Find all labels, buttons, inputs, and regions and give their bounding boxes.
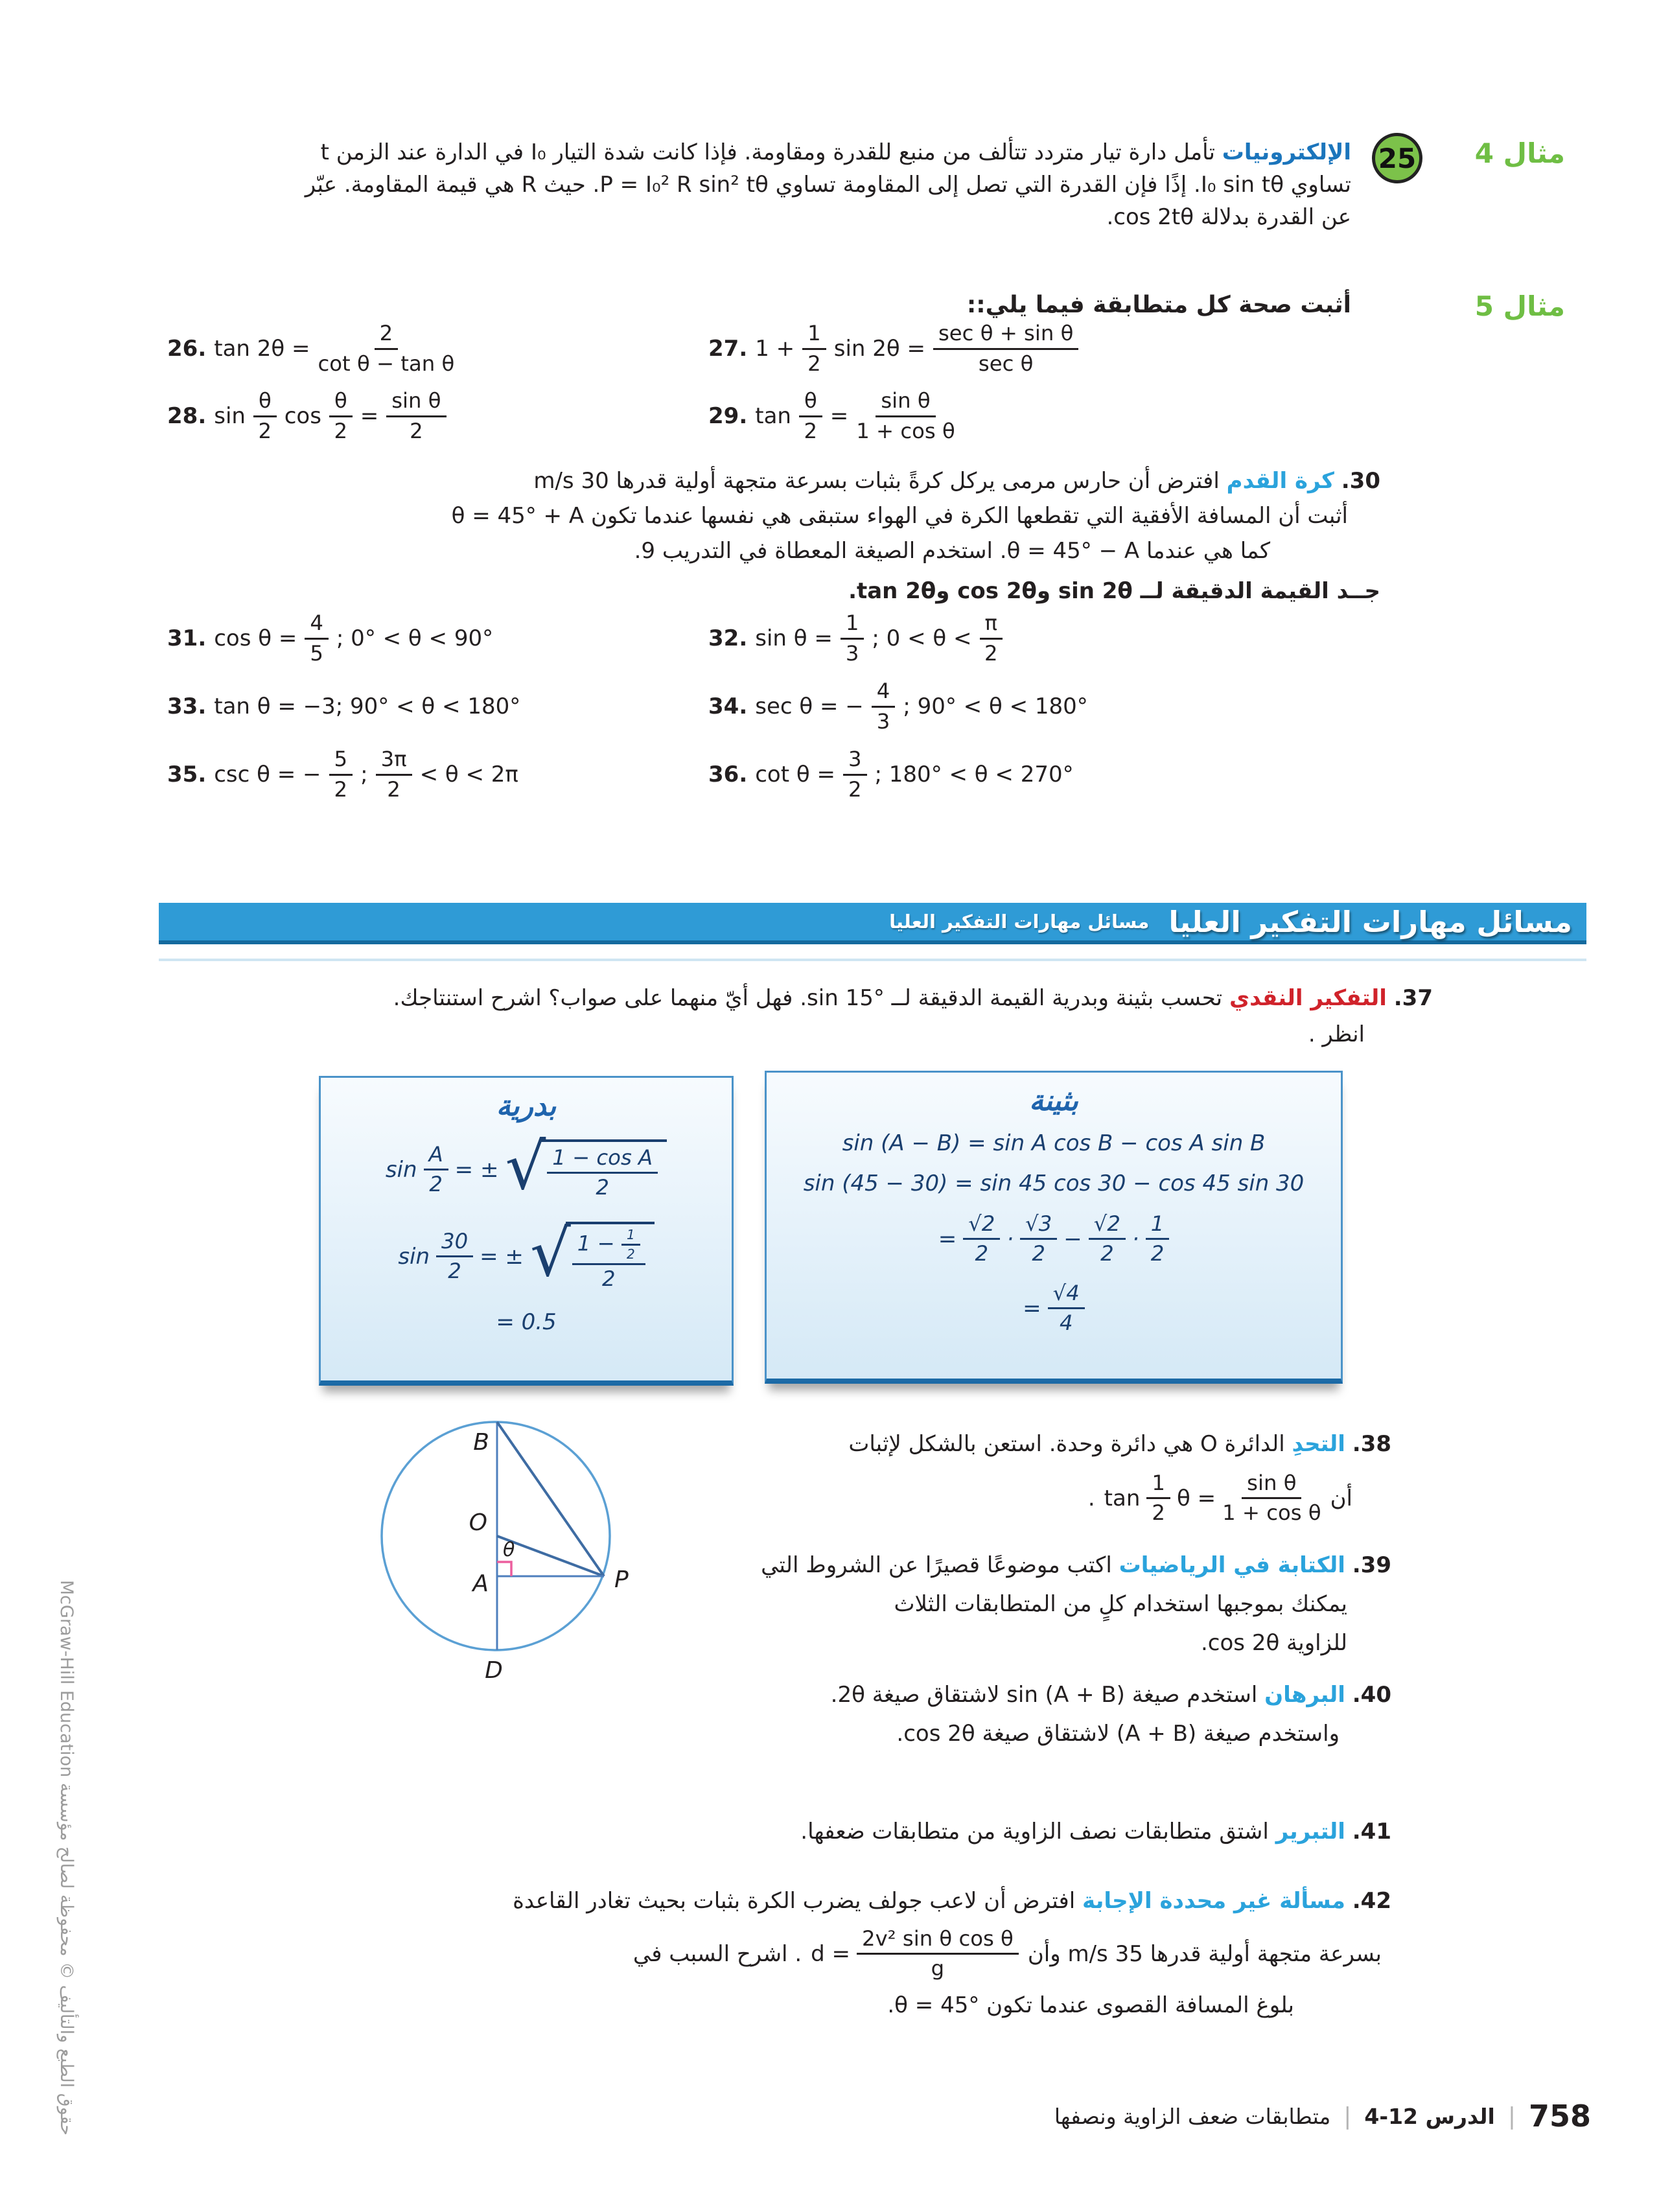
fraction: $\frac{1}{2}$: [1146, 1212, 1170, 1266]
fraction: $\frac{30}{2}$: [436, 1229, 473, 1283]
problem39-line2: يمكنك بموجبها استخدام كلٍ من المتطابقات الثلاث: [894, 1591, 1347, 1617]
problem-27-number: 27.: [708, 336, 748, 362]
math-text: ; 180° < θ < 270°: [874, 762, 1074, 787]
fraction: $\frac{\pi}{2}$: [980, 611, 1003, 665]
fraction: $\frac{1}{3}$: [841, 611, 864, 665]
fraction: $\frac{\text{sin θ}}{\text{1 + cos θ}}$: [856, 388, 955, 443]
badriya-step1: sin $\frac{A}{2}$ = ± √ $\frac{\text{1 − cos A}}{2}$: [386, 1139, 667, 1200]
example5-directive: أثبت صحة كل متطابقة فيما يلي::: [966, 292, 1351, 318]
fraction: $\frac{\theta}{2}$: [799, 389, 822, 443]
fraction: $\frac{4}{3}$: [872, 679, 896, 733]
math-text: cos θ =: [214, 625, 297, 651]
problem25-badge: 25: [1372, 133, 1422, 183]
example4-label: مثال 4: [1474, 137, 1565, 169]
problem40-line2: واستخدم صيغة (A + B) لاشتقاق صيغة cos 2θ.: [896, 1721, 1340, 1747]
problem42-line3: بلوغ المسافة القصوى عندما تكون θ = 45°.: [887, 1992, 1294, 2019]
fraction: $\frac{\text{1 − cos A}}{2}$: [547, 1146, 658, 1200]
problem-28: [167, 384, 447, 448]
footer-separator: |: [1507, 2102, 1516, 2130]
fraction: $\frac{4}{5}$: [305, 611, 329, 665]
math-text: sin 2θ =: [833, 336, 925, 362]
problem-29: [708, 384, 955, 448]
section-banner: [159, 903, 1586, 944]
fraction: $\frac{√2}{2}$: [963, 1212, 1000, 1266]
math-text: < θ < 2π: [419, 762, 518, 787]
problem-38: [640, 1426, 1391, 1525]
label-B: B: [473, 1429, 489, 1456]
problem37-line1: 37. التفكير النقدي تحسب بثينة وبدرية القيمة الدقيقة لــ sin 15°. فهل أيّ منهما على صواب؟ اشرح استنتاجك.: [393, 985, 1433, 1011]
problem-37: [202, 980, 1433, 1053]
fraction: $\frac{\text{sin θ}}{\text{1 + cos θ}}$: [1222, 1471, 1321, 1526]
fraction: $\frac{3\pi}{2}$: [376, 747, 412, 801]
buthaina-step3: = $\frac{√2}{2}$ · $\frac{√3}{2}$ − $\frac{√2}{2}$ · $\frac{1}{2}$: [938, 1212, 1170, 1266]
problem-42: [238, 1883, 1391, 2023]
math-text: =: [360, 403, 379, 429]
copyright-sidebar: حقوق الطبع والتأليف © محفوظة لصالح مؤسسة McGraw-Hill Education: [56, 1579, 76, 2136]
math-text: tan θ = −3; 90° < θ < 180°: [214, 693, 521, 719]
math-text: sin θ =: [755, 625, 833, 651]
label-P: P: [614, 1566, 629, 1593]
problem41-keyword: التبرير: [1275, 1819, 1345, 1845]
math-text: ; 90° < θ < 180°: [903, 693, 1088, 719]
workbox-buthaina: [765, 1071, 1343, 1384]
math-text: cos: [284, 403, 321, 429]
buthaina-step4: = $\frac{√4}{4}$: [1023, 1281, 1085, 1335]
problem40-keyword: البرهان: [1264, 1682, 1345, 1708]
fraction: $\frac{2}{\text{cot θ − tan θ}}$: [318, 321, 455, 376]
math-text: tan: [755, 403, 791, 429]
problem-35-number: 35.: [167, 762, 207, 787]
fraction: 1 − $\frac{1}{2}$ 2: [572, 1228, 645, 1291]
problem-29-number: 29.: [708, 403, 748, 429]
problem41-line1: 41. التبرير اشتق متطابقات نصف الزاوية من متطابقات ضعفها.: [800, 1819, 1391, 1845]
problem25-keyword: الإلكترونيات: [1222, 139, 1351, 165]
problem-26: [167, 316, 454, 381]
footer-page-number: 758: [1528, 2099, 1591, 2134]
math-text: sec θ = −: [755, 693, 864, 719]
problem-33-number: 33.: [167, 693, 207, 719]
page-footer: [1054, 2099, 1591, 2134]
label-O: O: [469, 1509, 487, 1536]
problem25-line1: الإلكترونيات تأمل دارة تيار متردد تتألف من منبع للقدرة ومقاومة. فإذا كانت شدة التيار I₀ في الدارة عند الزمن t: [320, 139, 1351, 165]
problem-36: [708, 742, 1074, 807]
problem-28-number: 28.: [167, 403, 207, 429]
label-theta: θ: [503, 1539, 515, 1561]
problem38-keyword: التحدِ: [1292, 1431, 1345, 1457]
badriya-step2: sin $\frac{30}{2}$ = ± √ 1 − $\frac{1}{2}$ 2: [398, 1222, 654, 1291]
fraction: $\frac{√3}{2}$: [1020, 1212, 1057, 1266]
math-text: ;: [360, 762, 368, 787]
fraction: $\frac{√4}{4}$: [1048, 1281, 1085, 1335]
buthaina-step2: sin (45 − 30) = sin 45 cos 30 − cos 45 sin 30: [803, 1170, 1305, 1196]
math-text: cot θ =: [755, 762, 835, 787]
problem38-line1: 38. التحدِ الدائرة O هي دائرة وحدة. استعن بالشكل لإثبات: [848, 1431, 1391, 1457]
radical: [529, 1216, 655, 1292]
problem37-keyword: التفكير النقدي: [1229, 985, 1387, 1011]
problem39-keyword: الكتابة في الرياضيات: [1119, 1552, 1345, 1578]
math-text: 1 +: [755, 336, 795, 362]
radical-sign: √: [505, 1129, 546, 1204]
footer-separator: |: [1343, 2102, 1352, 2130]
problem38-formula-row: أن tan $\frac{1}{2}$ θ = $\frac{\text{sin θ}}{\text{1 + cos θ}}$ .: [1087, 1471, 1352, 1526]
fraction: $\frac{\text{2v² sin θ cos θ}}{g}$: [857, 1927, 1019, 1981]
problem39-line3: للزاوية cos 2θ.: [1200, 1630, 1347, 1656]
problem-31: [167, 606, 493, 671]
problem25-line2: تساوي I₀ sin tθ. إذًا فإن القدرة التي تصل إلى المقاومة تساوي P = I₀² R sin² tθ. حيث R هي قيمة المقاومة. عبّر: [305, 172, 1351, 198]
fraction: $\frac{\text{sec θ + sin θ}}{\text{sec θ}}$: [933, 321, 1078, 375]
radical-sign: √: [529, 1216, 571, 1291]
problem-41: [354, 1815, 1391, 1848]
problem40-line1: 40. البرهان استخدم صيغة sin (A + B) لاشتقاق صيغة 2θ.: [830, 1682, 1391, 1708]
problem30-keyword: كرة القدم: [1226, 468, 1334, 494]
problem-33: [167, 674, 520, 739]
problem39-line1: 39. الكتابة في الرياضيات اكتب موضوعًا قصيرًا عن الشروط التي: [761, 1552, 1391, 1578]
fraction: $\frac{A}{2}$: [424, 1143, 448, 1196]
math-text: tan 2θ =: [214, 336, 310, 362]
fraction: $\frac{1}{2}$: [621, 1228, 640, 1261]
math-text: ; 0° < θ < 90°: [336, 625, 494, 651]
problem30-directive: جــد القيمة الدقيقة لــ sin 2θ وcos 2θ وtan 2θ.: [848, 578, 1380, 604]
problem30-line3: كما هي عندما θ = 45° − A. استخدم الصيغة المعطاة في التدريب 9.: [634, 538, 1270, 564]
unit-circle-diagram: [343, 1416, 667, 1734]
fraction: $\frac{\theta}{2}$: [253, 389, 277, 443]
problem42-keyword: مسألة غير محددة الإجابة: [1082, 1888, 1345, 1914]
workbox-badriya: [319, 1076, 734, 1386]
problem25-line3: عن القدرة بدلالة cos 2tθ.: [1106, 204, 1351, 230]
fraction: $\frac{1}{2}$: [1146, 1471, 1170, 1525]
section-banner-title: مسائل مهارات التفكير العليا: [1168, 904, 1572, 939]
workbox-badriya-title: بدرية: [496, 1089, 557, 1123]
right-angle-mark: [497, 1562, 511, 1576]
problem-30: [175, 463, 1380, 609]
problem42-formula-row: بسرعة متجهة أولية قدرها 35 m/s وأن d = $\frac{\text{2v² sin θ cos θ}}{g}$ . اشرح السبب في: [632, 1926, 1382, 1981]
badriya-step3: = 0.5: [496, 1309, 557, 1336]
fraction: $\frac{√2}{2}$: [1089, 1212, 1126, 1266]
fraction: $\frac{\theta}{2}$: [329, 389, 353, 443]
footer-lesson-number: الدرس 12-4: [1364, 2103, 1495, 2129]
problem-34: [708, 674, 1088, 739]
fraction: $\frac{5}{2}$: [329, 747, 353, 801]
math-text: sin: [214, 403, 246, 429]
problem37-line2: انظر .: [1308, 1021, 1365, 1047]
workbox-buthaina-title: بثينة: [1029, 1084, 1078, 1117]
buthaina-step1: sin (A − B) = sin A cos B − cos A sin B: [842, 1130, 1266, 1156]
math-text: =: [830, 403, 849, 429]
problem-34-number: 34.: [708, 693, 748, 719]
problem-39: [640, 1546, 1391, 1662]
problem-26-number: 26.: [167, 336, 207, 362]
problem-40: [640, 1675, 1391, 1753]
math-text: csc θ = −: [214, 762, 321, 787]
example5-label: مثال 5: [1474, 290, 1565, 322]
problem42-formula: d = $\frac{\text{2v² sin θ cos θ}}{g}$: [811, 1927, 1019, 1981]
problem-36-number: 36.: [708, 762, 748, 787]
problem-32-number: 32.: [708, 625, 748, 651]
fraction: $\frac{1}{2}$: [802, 321, 826, 375]
math-text: ; 0 < θ <: [872, 625, 972, 651]
problem-32: [708, 606, 1003, 671]
banner-underline: [159, 959, 1586, 961]
problem-35: [167, 742, 518, 807]
problem-25: [178, 136, 1351, 233]
problem38-formula: tan $\frac{1}{2}$ θ = $\frac{\text{sin θ}}{\text{1 + cos θ}}$: [1104, 1471, 1321, 1526]
problem30-line1: 30. كرة القدم افترض أن حارس مرمى يركل كرةً بثبات بسرعة متجهة أولية قدرها 30 m/s: [533, 468, 1380, 494]
footer-lesson-title: متطابقات ضعف الزاوية ونصفها: [1054, 2103, 1331, 2129]
problem-31-number: 31.: [167, 625, 207, 651]
label-A: A: [472, 1570, 489, 1597]
section-banner-subtitle: مسائل مهارات التفكير العليا: [889, 911, 1150, 933]
problem30-line2: أثبت أن المسافة الأفقية التي تقطعها الكرة في الهواء ستبقى هي نفسها عندما تكون θ = 45° + A: [451, 503, 1348, 529]
fraction: $\frac{\text{sin θ}}{2}$: [386, 389, 446, 443]
problem42-line1: 42. مسألة غير محددة الإجابة افترض أن لاعب جولف يضرب الكرة بثبات بحيث تغادر القاعدة: [513, 1888, 1391, 1914]
label-D: D: [485, 1657, 503, 1684]
problem-27: [708, 316, 1078, 381]
fraction: $\frac{3}{2}$: [843, 747, 867, 801]
